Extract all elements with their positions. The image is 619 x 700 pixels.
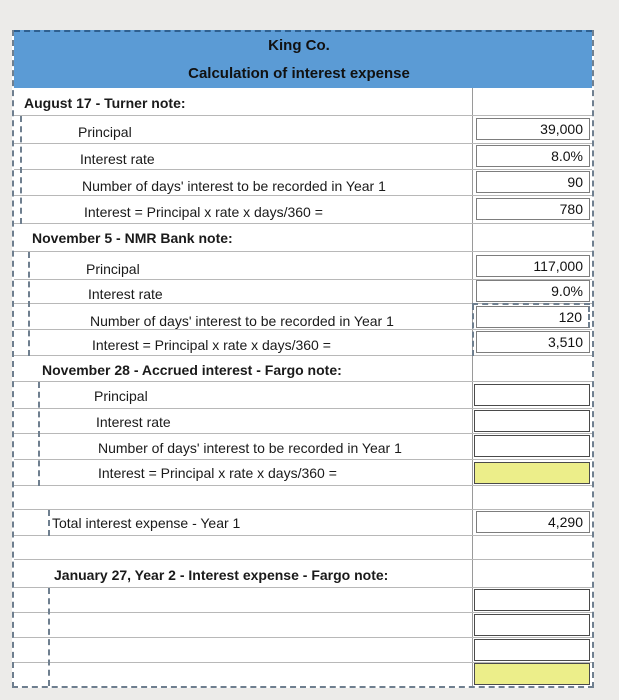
total-label: Total interest expense - Year 1	[52, 515, 241, 531]
nmr-principal-value: 117,000	[533, 258, 583, 274]
fargo-principal-input[interactable]	[474, 384, 590, 406]
turner-rate-field[interactable]	[476, 145, 590, 167]
nmr-rate-field[interactable]	[476, 280, 590, 302]
table-row	[14, 663, 592, 686]
table-row	[14, 88, 592, 116]
table-row	[14, 196, 592, 224]
table-row	[14, 560, 592, 588]
nmr-heading: November 5 - NMR Bank note:	[32, 230, 233, 246]
table-row	[14, 280, 592, 304]
fargo-days-input[interactable]	[474, 435, 590, 457]
table-row	[14, 638, 592, 663]
turner-interest-label: Interest = Principal x rate x days/360 =	[84, 204, 323, 220]
turner-interest-field[interactable]	[476, 198, 590, 220]
table-row	[14, 382, 592, 409]
turner-days-field[interactable]	[476, 171, 590, 193]
table-row	[14, 330, 592, 356]
turner-rate-label: Interest rate	[80, 151, 155, 167]
column-divider-dashed	[472, 304, 474, 356]
table-row	[14, 252, 592, 280]
table-row	[14, 116, 592, 144]
worksheet	[12, 30, 594, 688]
fargo-year2-input-1[interactable]	[474, 589, 590, 611]
table-row	[14, 510, 592, 536]
worksheet-header	[14, 30, 592, 88]
total-value: 4,290	[547, 514, 583, 530]
nmr-days-label: Number of days' interest to be recorded in Year 1	[90, 313, 394, 329]
indent-divider	[48, 510, 50, 536]
blank-row	[14, 536, 592, 560]
indent-divider	[20, 116, 22, 224]
table-row	[14, 409, 592, 434]
fargo-principal-label: Principal	[94, 388, 148, 404]
worksheet-subtitle: Calculation of interest expense	[188, 65, 410, 82]
nmr-interest-value: 3,510	[547, 334, 583, 350]
fargo-year2-interest-input[interactable]	[474, 663, 590, 685]
turner-rate-value: 8.0%	[551, 148, 583, 164]
table-row	[14, 356, 592, 382]
blank-row	[14, 486, 592, 510]
company-title: King Co.	[268, 37, 330, 54]
nmr-rate-value: 9.0%	[551, 283, 583, 299]
table-row	[14, 224, 592, 252]
table-row	[14, 434, 592, 460]
turner-principal-value: 39,000	[540, 121, 583, 137]
indent-divider	[28, 252, 30, 356]
fargo-year2-heading: January 27, Year 2 - Interest expense - Fargo note:	[54, 567, 389, 583]
fargo-year2-input-2[interactable]	[474, 614, 590, 636]
nmr-principal-field[interactable]	[476, 255, 590, 277]
fargo-days-label: Number of days' interest to be recorded in Year 1	[98, 440, 402, 456]
turner-days-value: 90	[567, 174, 583, 190]
nmr-interest-label: Interest = Principal x rate x days/360 =	[92, 337, 331, 353]
indent-divider	[38, 382, 40, 486]
nmr-days-field[interactable]	[476, 306, 590, 328]
table-row	[14, 613, 592, 638]
table-row	[14, 304, 592, 330]
fargo-rate-label: Interest rate	[96, 414, 171, 430]
fargo-year2-input-3[interactable]	[474, 639, 590, 661]
nmr-principal-label: Principal	[86, 261, 140, 277]
turner-principal-label: Principal	[78, 124, 132, 140]
turner-days-label: Number of days' interest to be recorded in Year 1	[82, 178, 386, 194]
fargo-interest-input[interactable]	[474, 462, 590, 484]
fargo-interest-label: Interest = Principal x rate x days/360 =	[98, 465, 337, 481]
table-row	[14, 144, 592, 170]
table-row	[14, 460, 592, 486]
fargo-heading: November 28 - Accrued interest - Fargo note:	[42, 362, 342, 378]
nmr-days-value: 120	[558, 309, 582, 325]
turner-heading: August 17 - Turner note:	[24, 95, 186, 111]
nmr-interest-field[interactable]	[476, 331, 590, 353]
total-field[interactable]	[476, 511, 590, 533]
fargo-rate-input[interactable]	[474, 410, 590, 432]
table-row	[14, 588, 592, 613]
nmr-rate-label: Interest rate	[88, 286, 163, 302]
table-row	[14, 170, 592, 196]
turner-interest-value: 780	[559, 201, 583, 217]
turner-principal-field[interactable]	[476, 118, 590, 140]
indent-divider	[48, 588, 50, 686]
